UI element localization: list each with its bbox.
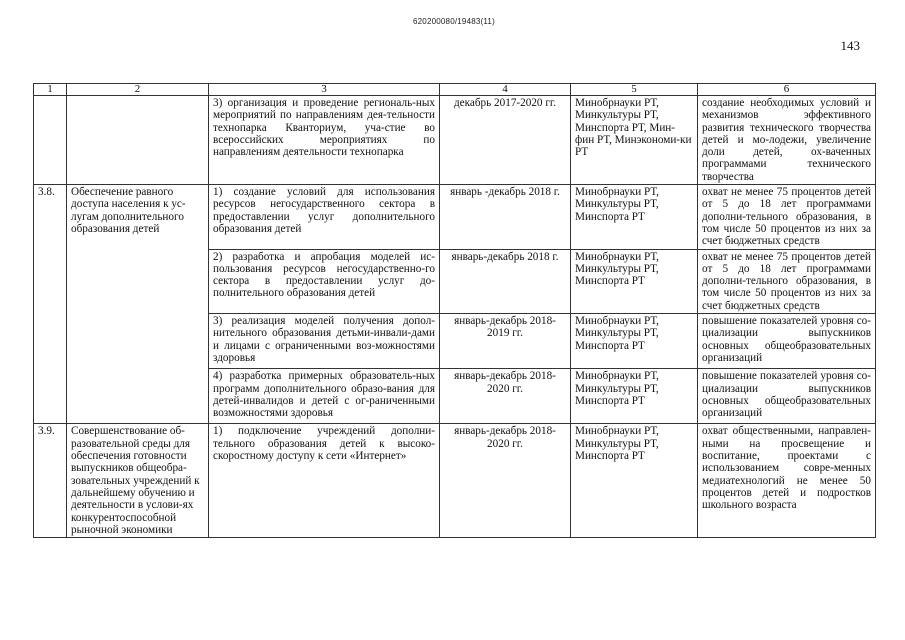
date-cell: январь-декабрь 2018 г. (440, 249, 571, 313)
table-row (34, 96, 876, 185)
column-header: 1 (34, 84, 67, 96)
action-cell: 1) создание условий для использования ресурсов негосударственного сектора в предоставлении услуг дополнительного образования детей (209, 185, 440, 249)
executors-cell: Минобрнауки РТ, Минкультуры РТ, Минспорта РТ (571, 314, 698, 369)
measure-name-cell: Совершенствование об-разовательной среды для обеспечения готовности выпускников общеобра-зовательных учреждений к дальнейшему обучению и деятельности в услови-ях конкурентоспособной рыночной экономики (67, 424, 209, 538)
result-cell: охват не менее 75 процентов детей от 5 до 18 лет программами дополни-тельного образования, в том числе 50 процентов из них за счет бюджетных средств (698, 185, 876, 249)
measure-name-cell: Обеспечение равного доступа населения к ус-лугам дополнительного образования детей (67, 185, 209, 424)
executors-cell: Минобрнауки РТ, Минкультуры РТ, Минспорта РТ, Мин-фин РТ, Минэкономи-ки РТ (571, 96, 698, 185)
executors-cell: Минобрнауки РТ, Минкультуры РТ, Минспорта РТ (571, 249, 698, 313)
column-header: 2 (67, 84, 209, 96)
row-number-cell: 3.8. (34, 185, 67, 424)
date-cell: январь-декабрь 2018-2020 гг. (440, 424, 571, 538)
page-number: 143 (840, 38, 860, 53)
action-cell: 4) разработка примерных образователь-ных программ дополнительного образо-вания для детей-инвалидов и детей с ог-раниченными возможностями здоровья (209, 369, 440, 424)
executors-cell: Минобрнауки РТ, Минкультуры РТ, Минспорта РТ (571, 424, 698, 538)
table-header-row (34, 84, 876, 96)
column-header: 5 (571, 84, 698, 96)
column-header: 3 (209, 84, 440, 96)
measures-table (33, 83, 876, 538)
result-cell: охват общественными, направлен-ными на просвещение и воспитание, проектами с использованием совре-менных медиатехнологий не менее 50 процентов детей и подростков школьного возраста (698, 424, 876, 538)
date-cell: декабрь 2017-2020 гг. (440, 96, 571, 185)
row-number-cell (34, 96, 67, 185)
result-cell: повышение показателей уровня со-циализации выпускников основных общеобразовательных организаций (698, 314, 876, 369)
table-row (34, 185, 876, 249)
table-row (34, 424, 876, 538)
date-cell: январь-декабрь 2018-2020 гг. (440, 369, 571, 424)
date-cell: январь-декабрь 2018-2019 гг. (440, 314, 571, 369)
document-code: 620200080/19483(11) (413, 17, 495, 26)
action-cell: 3) организация и проведение региональ-ных мероприятий по направлениям дея-тельности технопарка Кванториум, уча-стие во всероссийских мероприятиях по направлениям деятельности технопарка (209, 96, 440, 185)
row-number-cell: 3.9. (34, 424, 67, 538)
measure-name-cell (67, 96, 209, 185)
column-header: 4 (440, 84, 571, 96)
column-header: 6 (698, 84, 876, 96)
result-cell: охват не менее 75 процентов детей от 5 до 18 лет программами дополни-тельного образования, в том числе 50 процентов из них за счет бюджетных средств (698, 249, 876, 313)
date-cell: январь -декабрь 2018 г. (440, 185, 571, 249)
action-cell: 1) подключение учреждений дополни-тельного образования детей к высоко-скоростному доступу к сети «Интернет» (209, 424, 440, 538)
executors-cell: Минобрнауки РТ, Минкультуры РТ, Минспорта РТ (571, 369, 698, 424)
executors-cell: Минобрнауки РТ, Минкультуры РТ, Минспорта РТ (571, 185, 698, 249)
result-cell: создание необходимых условий и механизмов эффективного развития технического творчества детей и мо-лодежи, увеличение доли детей, ох-ваченных программами технического творчества (698, 96, 876, 185)
result-cell: повышение показателей уровня со-циализации выпускников основных общеобразовательных организаций (698, 369, 876, 424)
action-cell: 2) разработка и апробация моделей ис-пользования ресурсов негосударственно-го сектора в предоставлении услуг до-полнительного образования детей (209, 249, 440, 313)
action-cell: 3) реализация моделей получения допол-нительного образования детьми-инвали-дами и лицами с ограниченными воз-можностями здоровья (209, 314, 440, 369)
